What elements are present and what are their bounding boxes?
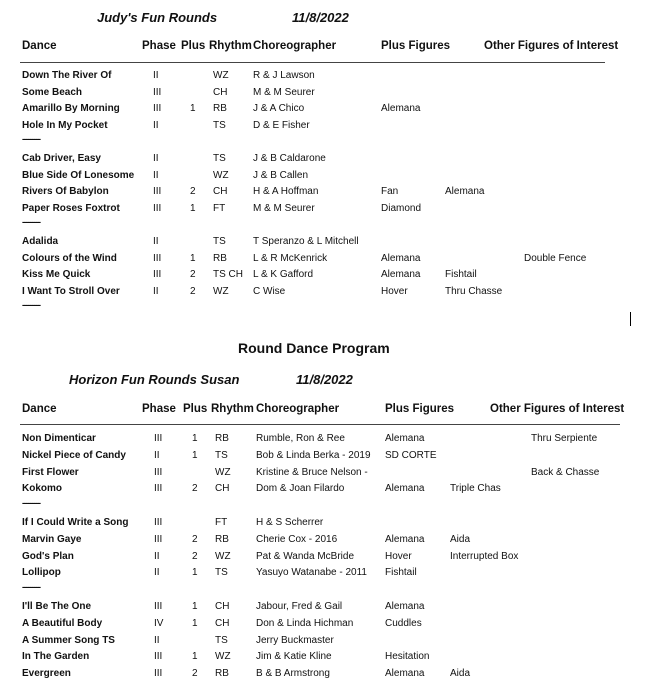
cell-other: Thru Serpiente xyxy=(531,433,598,444)
cell-plus: 2 xyxy=(190,186,196,198)
cell-dance: Marvin Gaye xyxy=(22,533,82,545)
section2-title: Horizon Fun Rounds Susan xyxy=(69,372,240,387)
cell-dance: A Summer Song TS xyxy=(22,634,115,646)
cell-rhythm: RB xyxy=(215,433,229,444)
cell-choreographer: Pat & Wanda McBride xyxy=(256,550,355,562)
cell-choreographer: Kristine & Bruce Nelson - xyxy=(256,466,368,478)
cell-plus: 1 xyxy=(192,449,198,461)
cell-choreographer: Bob & Linda Berka - 2019 xyxy=(256,449,371,461)
section1-title: Judy's Fun Rounds xyxy=(97,10,218,25)
cell-phase: III xyxy=(154,533,163,545)
cell-dance: Evergreen xyxy=(22,668,71,680)
cell-phase: II xyxy=(153,119,159,131)
cell-rhythm: CH xyxy=(213,186,228,198)
s2-header-choreographer: Choreographer xyxy=(256,403,340,415)
s1-header-choreographer: Choreographer xyxy=(253,40,337,52)
cell-rhythm: TS xyxy=(215,567,228,579)
s2-header-rule xyxy=(20,424,620,425)
cell-plus-figures: Alemana xyxy=(381,269,421,281)
cell-plus-figures: Fan xyxy=(381,186,399,198)
cell-phase: II xyxy=(153,285,159,297)
cell-plus-figures: Fishtail xyxy=(385,567,417,579)
cell-rhythm: RB xyxy=(213,252,227,264)
cell-dance: God's Plan xyxy=(22,550,74,562)
cell-choreographer: L & K Gafford xyxy=(253,269,314,281)
cell-plus: 1 xyxy=(192,651,198,663)
cell-phase: II xyxy=(154,634,160,646)
cell-dance: Amarillo By Morning xyxy=(22,103,120,115)
cell-choreographer: Don & Linda Hichman xyxy=(256,617,354,629)
row-separator: --------- xyxy=(22,134,40,145)
cell-plus-figures: Hover xyxy=(385,550,412,562)
cell-plus-figures: Alemana xyxy=(385,483,425,495)
cell-plus-figures: Diamond xyxy=(381,202,422,214)
cell-phase: III xyxy=(154,668,163,680)
cell-dance: If I Could Write a Song xyxy=(22,517,129,528)
cell-dance: Blue Side Of Lonesome xyxy=(22,169,135,181)
cell-plus: 2 xyxy=(192,668,198,680)
s1-header-plus: Plus xyxy=(181,40,206,52)
cell-rhythm: CH xyxy=(215,483,230,495)
cell-dance: Hole In My Pocket xyxy=(22,119,108,131)
cell-phase: II xyxy=(154,550,160,562)
cell-dance: Kiss Me Quick xyxy=(22,269,91,281)
cell-plus-figures2: Triple Chas xyxy=(450,483,501,495)
cell-plus-figures: Cuddles xyxy=(385,617,422,629)
cell-choreographer: L & R McKenrick xyxy=(253,252,328,264)
cell-phase: III xyxy=(154,651,163,663)
cell-plus: 1 xyxy=(192,433,198,444)
s1-header-dance: Dance xyxy=(22,40,57,52)
cell-plus: 1 xyxy=(190,103,196,115)
cell-dance: I'll Be The One xyxy=(22,601,92,612)
cell-rhythm: TS xyxy=(215,634,228,646)
cell-dance: Paper Roses Foxtrot xyxy=(22,202,120,214)
cell-dance: Adalida xyxy=(22,236,59,247)
cell-plus-figures2: Thru Chasse xyxy=(445,285,503,297)
cell-rhythm: FT xyxy=(213,202,226,214)
cell-phase: III xyxy=(153,269,162,281)
cell-phase: II xyxy=(153,236,159,247)
cell-plus-figures2: Fishtail xyxy=(445,269,477,281)
cell-choreographer: J & B Caldarone xyxy=(253,153,326,164)
cell-phase: III xyxy=(153,252,162,264)
cell-plus: 2 xyxy=(190,269,196,281)
cell-phase: III xyxy=(154,466,163,478)
cell-plus: 2 xyxy=(190,285,196,297)
s2-header-plus: Plus xyxy=(183,403,208,415)
s1-header-rhythm: Rhythm xyxy=(209,40,252,52)
cell-phase: III xyxy=(153,86,162,98)
cell-dance: Some Beach xyxy=(22,86,83,98)
cell-rhythm: WZ xyxy=(213,169,229,181)
row-separator: --------- xyxy=(22,582,40,593)
cell-dance: Nickel Piece of Candy xyxy=(22,449,126,461)
cell-rhythm: TS CH xyxy=(213,269,243,281)
cell-plus: 1 xyxy=(190,252,196,264)
s1-header-plus-figures: Plus Figures xyxy=(381,40,451,52)
cell-plus: 1 xyxy=(192,567,198,579)
cell-choreographer: J & B Callen xyxy=(253,169,309,181)
cell-plus-figures: Hover xyxy=(381,285,408,297)
cell-dance: First Flower xyxy=(22,466,79,478)
text-cursor xyxy=(630,312,631,326)
cell-plus-figures: Alemana xyxy=(385,533,425,545)
s2-header-other: Other Figures of Interest xyxy=(490,403,625,415)
cell-dance: Rivers Of Babylon xyxy=(22,186,109,198)
cell-plus-figures: Alemana xyxy=(385,433,425,444)
cell-plus: 2 xyxy=(192,533,198,545)
cell-phase: III xyxy=(153,103,162,115)
cell-dance: A Beautiful Body xyxy=(22,617,103,629)
s1-header-rule xyxy=(20,62,605,63)
cell-choreographer: H & S Scherrer xyxy=(256,517,324,528)
cell-plus: 1 xyxy=(192,617,198,629)
cell-phase: II xyxy=(153,153,159,164)
section2-date: 11/8/2022 xyxy=(296,372,353,387)
cell-dance: Non Dimenticar xyxy=(22,433,96,444)
cell-plus-figures: Alemana xyxy=(385,668,425,680)
cell-phase: III xyxy=(153,186,162,198)
cell-phase: III xyxy=(154,601,163,612)
row-separator: --------- xyxy=(22,217,40,228)
cell-phase: III xyxy=(153,202,162,214)
cell-rhythm: TS xyxy=(213,119,226,131)
program-title: Round Dance Program xyxy=(238,340,390,356)
cell-choreographer: Jerry Buckmaster xyxy=(256,634,334,646)
cell-plus-figures: Alemana xyxy=(381,252,421,264)
cell-other: Double Fence xyxy=(524,252,587,264)
cell-plus-figures: Alemana xyxy=(381,103,421,115)
cell-rhythm: CH xyxy=(213,86,228,98)
cell-plus: 1 xyxy=(192,601,198,612)
cell-rhythm: RB xyxy=(213,103,227,115)
cell-rhythm: WZ xyxy=(213,285,229,297)
section1-date: 11/8/2022 xyxy=(292,10,349,25)
cell-choreographer: Dom & Joan Filardo xyxy=(256,483,345,495)
cell-plus: 1 xyxy=(190,202,196,214)
cell-rhythm: TS xyxy=(215,449,228,461)
cell-plus-figures: Hesitation xyxy=(385,651,430,663)
cell-phase: III xyxy=(154,517,163,528)
cell-choreographer: M & M Seurer xyxy=(253,202,315,214)
cell-rhythm: WZ xyxy=(215,651,231,663)
cell-plus: 2 xyxy=(192,483,198,495)
cell-phase: II xyxy=(154,567,160,579)
cell-choreographer: Jabour, Fred & Gail xyxy=(256,601,343,612)
cell-plus-figures: SD CORTE xyxy=(385,449,437,461)
cell-phase: II xyxy=(153,169,159,181)
cell-phase: III xyxy=(154,483,163,495)
cell-phase: II xyxy=(154,449,160,461)
cell-choreographer: Jim & Katie Kline xyxy=(256,651,332,663)
cell-rhythm: FT xyxy=(215,517,228,528)
cell-choreographer: H & A Hoffman xyxy=(253,186,319,198)
s2-header-phase: Phase xyxy=(142,403,176,415)
cell-dance: Kokomo xyxy=(22,483,62,495)
cell-phase: III xyxy=(154,433,163,444)
cell-dance: I Want To Stroll Over xyxy=(22,285,120,297)
cell-choreographer: D & E Fisher xyxy=(253,119,310,131)
cell-choreographer: Cherie Cox - 2016 xyxy=(256,533,338,545)
cell-rhythm: RB xyxy=(215,668,229,680)
s2-header-rhythm: Rhythm xyxy=(211,403,254,415)
s1-header-other: Other Figures of Interest xyxy=(484,40,619,52)
cell-choreographer: B & B Armstrong xyxy=(256,668,330,680)
s2-header-dance: Dance xyxy=(22,403,57,415)
cell-phase: II xyxy=(153,70,159,81)
cell-rhythm: RB xyxy=(215,533,229,545)
cell-choreographer: J & A Chico xyxy=(253,103,305,115)
cell-rhythm: WZ xyxy=(213,70,229,81)
cell-choreographer: Rumble, Ron & Ree xyxy=(256,433,345,444)
cell-plus-figures2: Alemana xyxy=(445,186,485,198)
cell-dance: Lollipop xyxy=(22,567,61,579)
cell-plus-figures: Alemana xyxy=(385,601,425,612)
cell-choreographer: C Wise xyxy=(253,285,286,297)
cell-dance: Down The River Of xyxy=(22,70,112,81)
cell-choreographer: Yasuyo Watanabe - 2011 xyxy=(256,567,367,579)
s2-header-plus-figures: Plus Figures xyxy=(385,403,455,415)
cell-plus: 2 xyxy=(192,550,198,562)
cell-plus-figures2: Aida xyxy=(450,533,471,545)
cell-other: Back & Chasse xyxy=(531,466,600,478)
cell-rhythm: TS xyxy=(213,236,226,247)
cell-plus-figures2: Aida xyxy=(450,668,471,680)
cell-rhythm: WZ xyxy=(215,550,231,562)
cell-phase: IV xyxy=(154,617,164,629)
cell-rhythm: WZ xyxy=(215,466,231,478)
cell-choreographer: M & M Seurer xyxy=(253,86,315,98)
cell-dance: Colours of the Wind xyxy=(22,252,117,264)
cell-rhythm: TS xyxy=(213,153,226,164)
cell-dance: In The Garden xyxy=(22,651,90,663)
cell-dance: Cab Driver, Easy xyxy=(22,153,101,164)
row-separator: --------- xyxy=(22,498,40,509)
cell-choreographer: R & J Lawson xyxy=(253,70,315,81)
row-separator: --------- xyxy=(22,300,40,311)
cell-plus-figures2: Interrupted Box xyxy=(450,550,519,562)
cell-rhythm: CH xyxy=(215,617,230,629)
cell-choreographer: T Speranzo & L Mitchell xyxy=(253,236,359,247)
cell-rhythm: CH xyxy=(215,601,230,612)
s1-header-phase: Phase xyxy=(142,40,176,52)
